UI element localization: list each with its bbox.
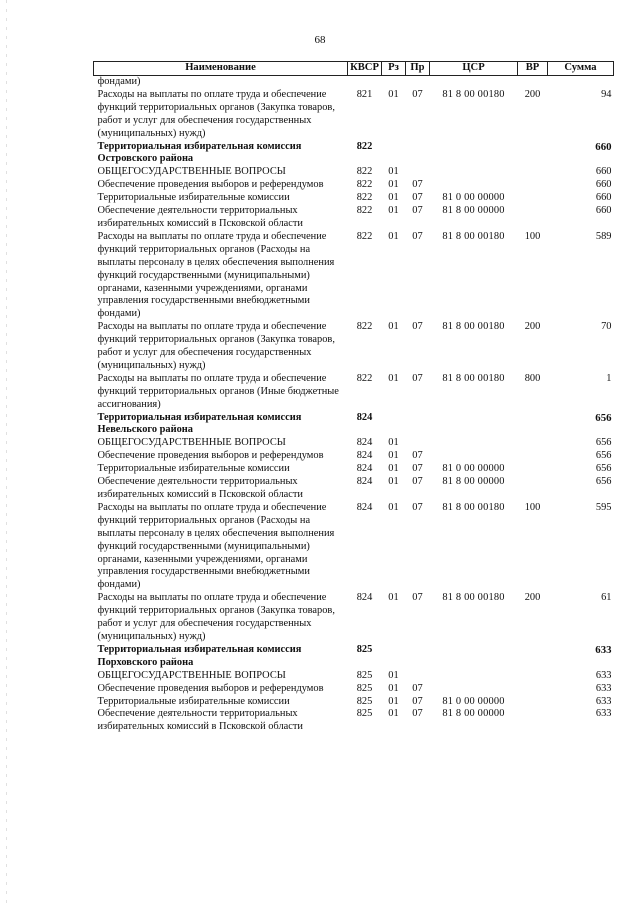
row-name: Расходы на выплаты по оплате труда и обеспечение функций территориальных органов (Закупка товаров, работ и услуг для обеспечения государственных (муниципальных) нужд) <box>97 88 335 139</box>
header-vr: ВР <box>518 62 548 76</box>
table-row <box>94 463 614 476</box>
row-rz <box>382 141 406 167</box>
row-name: ОБЩЕГОСУДАРСТВЕННЫЕ ВОПРОСЫ <box>97 437 286 449</box>
row-name: Территориальные избирательные комиссии <box>97 695 290 707</box>
table-row <box>94 708 614 734</box>
row-vr <box>518 192 548 205</box>
header-rz: Рз <box>382 62 406 76</box>
row-rz: 01 <box>388 321 399 333</box>
table-section-row <box>94 644 614 670</box>
row-csr <box>430 166 518 179</box>
budget-table <box>93 61 614 734</box>
table-row <box>94 166 614 179</box>
row-rz: 01 <box>388 230 399 242</box>
row-csr <box>430 141 518 167</box>
header-name: Наименование <box>94 62 348 76</box>
header-pr: Пр <box>406 62 430 76</box>
row-vr <box>518 696 548 709</box>
row-pr: 07 <box>412 476 423 488</box>
table-row <box>94 476 614 502</box>
row-pr: 07 <box>412 463 423 475</box>
row-kvsr: 824 <box>356 437 373 449</box>
table-section-row <box>94 412 614 438</box>
scan-edge <box>6 0 7 905</box>
row-pr: 07 <box>412 205 423 217</box>
row-pr: 07 <box>412 230 423 242</box>
row-name: Территориальные избирательные комиссии <box>97 192 290 204</box>
row-vr <box>518 450 548 463</box>
row-csr: 81 8 00 00180 <box>442 321 505 333</box>
row-name: Обеспечение деятельности территориальных избирательных комиссий в Псковской области <box>97 708 303 733</box>
table-row <box>94 231 614 321</box>
row-sum: 633 <box>595 669 612 681</box>
row-vr <box>518 670 548 683</box>
table-row <box>94 321 614 373</box>
row-sum: 660 <box>595 179 612 191</box>
row-pr: 07 <box>412 321 423 333</box>
row-csr <box>430 437 518 450</box>
table-body <box>94 76 614 735</box>
row-rz: 01 <box>388 166 399 178</box>
row-vr <box>518 463 548 476</box>
row-rz: 01 <box>388 205 399 217</box>
row-name: Расходы на выплаты по оплате труда и обеспечение функций территориальных органов (Расходы на выплаты персоналу в целях обеспечения выполнения функций государственными (муниципальными) органами, казенными учреждениями, органами управления государственными внебюджетными фондами) <box>97 501 335 591</box>
row-kvsr: 822 <box>356 166 373 178</box>
row-csr <box>430 412 518 438</box>
table-row <box>94 670 614 683</box>
table-row <box>94 205 614 231</box>
row-name: Расходы на выплаты по оплате труда и обеспечение функций территориальных органов (Закупка товаров, работ и услуг для обеспечения государственных (муниципальных) нужд) <box>97 321 335 371</box>
header-csr: ЦСР <box>430 62 518 76</box>
row-rz: 01 <box>388 192 399 204</box>
row-pr: 07 <box>412 192 423 204</box>
row-csr <box>430 644 518 670</box>
row-name: ОБЩЕГОСУДАРСТВЕННЫЕ ВОПРОСЫ <box>97 669 286 681</box>
row-vr: 200 <box>524 88 541 100</box>
row-pr <box>406 166 430 179</box>
row-name: Расходы на выплаты по оплате труда и обеспечение функций территориальных органов (Расходы на выплаты персоналу в целях обеспечения выполнения функций государственными (муниципальными) органами, казенными учреждениями, органами управления государственными внебюджетными фондами) <box>97 230 335 320</box>
row-vr: 100 <box>524 230 541 242</box>
row-sum: 656 <box>595 450 612 462</box>
row-kvsr: 822 <box>356 140 373 152</box>
row-rz: 01 <box>388 695 399 707</box>
row-rz <box>382 76 406 89</box>
budget-table-container <box>93 61 613 734</box>
row-name: Расходы на выплаты по оплате труда и обеспечение функций территориальных органов (Закупка товаров, работ и услуг для обеспечения государственных (муниципальных) нужд) <box>97 592 335 642</box>
row-rz <box>382 644 406 670</box>
row-name: ОБЩЕГОСУДАРСТВЕННЫЕ ВОПРОСЫ <box>97 166 286 178</box>
table-section-row <box>94 141 614 167</box>
row-rz <box>382 412 406 438</box>
header-kvsr: КВСР <box>348 62 382 76</box>
row-rz: 01 <box>388 450 399 462</box>
row-sum: 595 <box>595 501 612 513</box>
row-csr: 81 0 00 00000 <box>442 192 505 204</box>
table-row <box>94 450 614 463</box>
row-pr: 07 <box>412 501 423 513</box>
row-sum: 633 <box>595 682 612 694</box>
row-rz: 01 <box>388 88 399 100</box>
row-csr <box>430 450 518 463</box>
row-pr <box>406 644 430 670</box>
row-name: Обеспечение проведения выборов и референдумов <box>97 682 324 694</box>
row-vr <box>518 205 548 231</box>
row-sum: 589 <box>595 230 612 242</box>
row-kvsr: 822 <box>356 230 373 242</box>
row-vr <box>518 412 548 438</box>
row-rz: 01 <box>388 501 399 513</box>
row-sum: 656 <box>595 463 612 475</box>
row-sum: 660 <box>595 166 612 178</box>
row-csr <box>430 179 518 192</box>
row-kvsr: 825 <box>356 643 373 655</box>
table-row <box>94 502 614 592</box>
row-sum <box>548 76 614 89</box>
row-kvsr: 822 <box>356 372 373 384</box>
row-csr: 81 8 00 00000 <box>442 205 505 217</box>
row-csr: 81 8 00 00000 <box>442 708 505 720</box>
row-sum: 656 <box>595 411 612 424</box>
row-name: Обеспечение проведения выборов и референдумов <box>97 450 324 462</box>
row-csr <box>430 670 518 683</box>
row-sum: 656 <box>595 476 612 488</box>
row-pr <box>406 437 430 450</box>
row-pr: 07 <box>412 450 423 462</box>
row-sum: 1 <box>606 372 612 384</box>
row-kvsr: 824 <box>356 592 373 604</box>
row-kvsr: 822 <box>356 179 373 191</box>
row-csr: 81 8 00 00000 <box>442 476 505 488</box>
row-sum: 70 <box>601 321 612 333</box>
row-vr <box>518 708 548 734</box>
row-vr: 100 <box>524 501 541 513</box>
table-row <box>94 683 614 696</box>
row-kvsr: 825 <box>356 669 373 681</box>
row-rz: 01 <box>388 682 399 694</box>
row-csr: 81 0 00 00000 <box>442 463 505 475</box>
row-csr: 81 8 00 00180 <box>442 230 505 242</box>
row-kvsr: 825 <box>356 682 373 694</box>
row-vr <box>518 76 548 89</box>
row-kvsr: 825 <box>356 708 373 720</box>
row-name: Территориальная избирательная комиссия Невельского района <box>97 411 302 436</box>
row-name: Территориальные избирательные комиссии <box>97 463 290 475</box>
row-rz: 01 <box>388 179 399 191</box>
table-header-row <box>94 62 614 76</box>
row-pr: 07 <box>412 88 423 100</box>
row-name: Обеспечение проведения выборов и референдумов <box>97 179 324 191</box>
row-rz: 01 <box>388 592 399 604</box>
row-pr: 07 <box>412 592 423 604</box>
table-row <box>94 179 614 192</box>
row-vr <box>518 179 548 192</box>
row-kvsr: 822 <box>356 321 373 333</box>
row-sum: 61 <box>601 592 612 604</box>
row-kvsr: 824 <box>356 463 373 475</box>
row-rz: 01 <box>388 437 399 449</box>
row-sum: 660 <box>595 192 612 204</box>
table-row <box>94 192 614 205</box>
row-vr <box>518 644 548 670</box>
row-csr <box>430 76 518 89</box>
row-vr <box>518 683 548 696</box>
row-vr: 800 <box>524 372 541 384</box>
table-row <box>94 89 614 141</box>
row-csr <box>430 683 518 696</box>
table-row <box>94 76 614 89</box>
row-sum: 633 <box>595 695 612 707</box>
row-vr <box>518 141 548 167</box>
row-pr: 07 <box>412 179 423 191</box>
row-pr: 07 <box>412 372 423 384</box>
table-row <box>94 696 614 709</box>
row-rz: 01 <box>388 463 399 475</box>
row-name: Расходы на выплаты по оплате труда и обеспечение функций территориальных органов (Иные бюджетные ассигнования) <box>97 372 339 410</box>
row-kvsr: 824 <box>356 476 373 488</box>
row-kvsr: 825 <box>356 695 373 707</box>
row-csr: 81 0 00 00000 <box>442 695 505 707</box>
table-row <box>94 437 614 450</box>
row-sum: 633 <box>595 643 612 656</box>
row-csr: 81 8 00 00180 <box>442 372 505 384</box>
row-name: Территориальная избирательная комиссия Островского района <box>97 140 302 165</box>
row-kvsr: 821 <box>356 88 373 100</box>
row-rz: 01 <box>388 708 399 720</box>
row-name: Территориальная избирательная комиссия Порховского района <box>97 643 302 668</box>
row-pr <box>406 412 430 438</box>
row-kvsr <box>348 76 382 89</box>
row-pr <box>406 670 430 683</box>
header-sum: Сумма <box>548 62 614 76</box>
row-name: Обеспечение деятельности территориальных избирательных комиссий в Псковской области <box>97 205 303 229</box>
row-csr: 81 8 00 00180 <box>442 592 505 604</box>
row-pr: 07 <box>412 682 423 694</box>
row-kvsr: 822 <box>356 192 373 204</box>
row-pr <box>406 141 430 167</box>
row-name: Обеспечение деятельности территориальных избирательных комиссий в Псковской области <box>97 476 303 500</box>
row-pr <box>406 76 430 89</box>
table-row <box>94 592 614 644</box>
row-vr <box>518 476 548 502</box>
row-rz: 01 <box>388 476 399 488</box>
row-vr <box>518 437 548 450</box>
row-csr: 81 8 00 00180 <box>442 88 505 100</box>
row-rz: 01 <box>388 669 399 681</box>
row-kvsr: 824 <box>356 450 373 462</box>
row-vr: 200 <box>524 592 541 604</box>
row-vr <box>518 166 548 179</box>
row-sum: 660 <box>595 140 612 153</box>
row-kvsr: 824 <box>356 411 373 423</box>
table-row <box>94 373 614 412</box>
row-rz: 01 <box>388 372 399 384</box>
row-sum: 94 <box>601 88 612 100</box>
row-kvsr: 824 <box>356 501 373 513</box>
row-pr: 07 <box>412 695 423 707</box>
row-pr: 07 <box>412 708 423 720</box>
row-vr: 200 <box>524 321 541 333</box>
page-number: 68 <box>314 34 326 46</box>
row-sum: 656 <box>595 437 612 449</box>
row-sum: 633 <box>595 708 612 720</box>
row-csr: 81 8 00 00180 <box>442 501 505 513</box>
row-name: фондами) <box>97 76 141 87</box>
row-kvsr: 822 <box>356 205 373 217</box>
row-sum: 660 <box>595 205 612 217</box>
